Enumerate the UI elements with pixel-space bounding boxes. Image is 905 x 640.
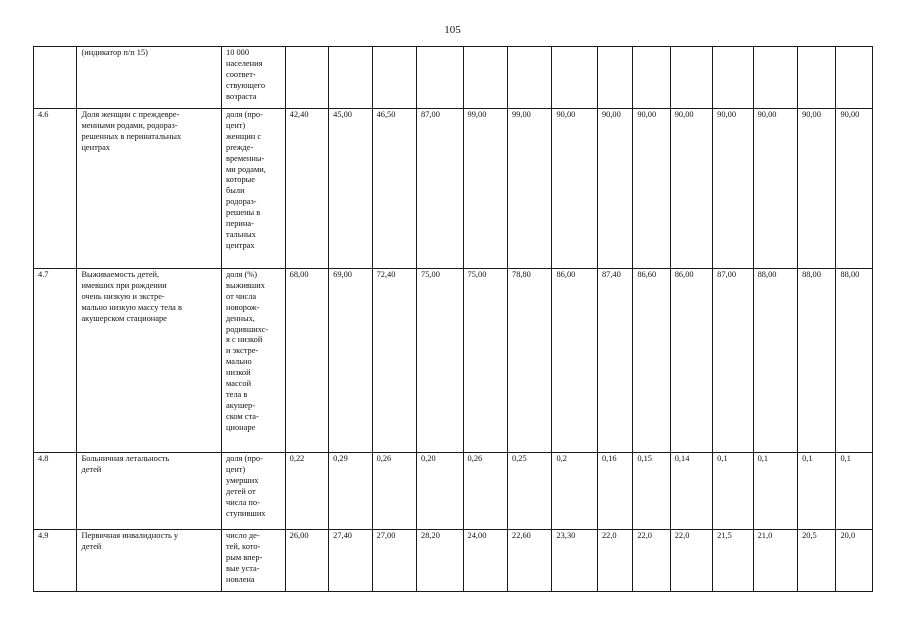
value-cell: 21,0 <box>753 530 797 592</box>
value-cell: 0,29 <box>329 453 372 530</box>
indicator-name: (индикатор п/п 15) <box>77 47 222 109</box>
value-cell <box>463 47 507 109</box>
value-cell <box>597 47 632 109</box>
value-cell: 90,00 <box>552 109 597 269</box>
value-cell <box>798 47 836 109</box>
value-cell <box>329 47 372 109</box>
row-index: 4.9 <box>34 530 77 592</box>
table-row <box>34 530 873 592</box>
value-cell: 0,16 <box>597 453 632 530</box>
value-cell <box>372 47 416 109</box>
value-cell <box>713 47 753 109</box>
value-cell: 88,00 <box>753 269 797 453</box>
value-cell: 20,5 <box>798 530 836 592</box>
indicator-table <box>33 46 873 592</box>
value-cell: 69,00 <box>329 269 372 453</box>
unit-of-measure: доля (%) выживших от числа новорож- денных, родившихс- я с низкой и экстре- мально низкой массой тела в акушер- ском ста- ционаре <box>222 269 286 453</box>
value-cell: 90,00 <box>633 109 670 269</box>
value-cell: 22,60 <box>508 530 552 592</box>
value-cell: 99,00 <box>508 109 552 269</box>
value-cell: 87,00 <box>713 269 753 453</box>
value-cell: 24,00 <box>463 530 507 592</box>
unit-of-measure: 10 000 населения соответ- ствующего возраста <box>222 47 286 109</box>
value-cell <box>285 47 328 109</box>
value-cell: 0,20 <box>417 453 463 530</box>
value-cell: 68,00 <box>285 269 328 453</box>
value-cell: 87,40 <box>597 269 632 453</box>
value-cell <box>417 47 463 109</box>
value-cell: 26,00 <box>285 530 328 592</box>
row-index: 4.6 <box>34 109 77 269</box>
row-index: 4.8 <box>34 453 77 530</box>
value-cell: 75,00 <box>417 269 463 453</box>
unit-of-measure: доля (про- цент) женщин с preжде- временны- ми родами, которые были родораз- решены в перина- тальных центрах <box>222 109 286 269</box>
value-cell <box>836 47 873 109</box>
value-cell: 90,00 <box>597 109 632 269</box>
value-cell: 0,1 <box>753 453 797 530</box>
value-cell: 0,25 <box>508 453 552 530</box>
value-cell: 86,60 <box>633 269 670 453</box>
value-cell: 0,26 <box>463 453 507 530</box>
table-row <box>34 453 873 530</box>
value-cell: 86,00 <box>552 269 597 453</box>
value-cell: 90,00 <box>670 109 712 269</box>
value-cell: 23,30 <box>552 530 597 592</box>
value-cell: 88,00 <box>798 269 836 453</box>
value-cell: 99,00 <box>463 109 507 269</box>
value-cell: 20,0 <box>836 530 873 592</box>
value-cell: 88,00 <box>836 269 873 453</box>
value-cell: 42,40 <box>285 109 328 269</box>
value-cell: 28,20 <box>417 530 463 592</box>
value-cell: 22,0 <box>633 530 670 592</box>
value-cell: 90,00 <box>836 109 873 269</box>
row-index <box>34 47 77 109</box>
value-cell <box>552 47 597 109</box>
value-cell: 90,00 <box>713 109 753 269</box>
table-row <box>34 109 873 269</box>
value-cell: 27,40 <box>329 530 372 592</box>
page-number: 105 <box>444 24 461 36</box>
value-cell: 86,00 <box>670 269 712 453</box>
value-cell: 21,5 <box>713 530 753 592</box>
value-cell: 22,0 <box>597 530 632 592</box>
value-cell: 78,80 <box>508 269 552 453</box>
value-cell: 0,22 <box>285 453 328 530</box>
indicator-name: Первичная инвалидность у детей <box>77 530 222 592</box>
unit-of-measure: число де- тей, кото- рым впер- вые уста- новлена <box>222 530 286 592</box>
value-cell: 90,00 <box>798 109 836 269</box>
value-cell: 27,00 <box>372 530 416 592</box>
value-cell: 72,40 <box>372 269 416 453</box>
unit-of-measure: доля (про- цент) умерших детей от числа по- ступивших <box>222 453 286 530</box>
value-cell: 0,15 <box>633 453 670 530</box>
indicator-name: Больничная летальность детей <box>77 453 222 530</box>
table-row <box>34 269 873 453</box>
indicator-name: Доля женщин с преждевре- менными родами, родораз- решенных в перинатальных центрах <box>77 109 222 269</box>
value-cell: 0,1 <box>713 453 753 530</box>
value-cell: 75,00 <box>463 269 507 453</box>
value-cell <box>508 47 552 109</box>
value-cell: 46,50 <box>372 109 416 269</box>
table-row <box>34 47 873 109</box>
value-cell <box>670 47 712 109</box>
value-cell: 22,0 <box>670 530 712 592</box>
indicator-name: Выживаемость детей, имевших при рождении очень низкую и экстре- мально низкую массу тела в акушерском стационаре <box>77 269 222 453</box>
value-cell: 0,14 <box>670 453 712 530</box>
value-cell <box>633 47 670 109</box>
row-index: 4.7 <box>34 269 77 453</box>
value-cell: 0,1 <box>836 453 873 530</box>
value-cell: 45,00 <box>329 109 372 269</box>
value-cell: 90,00 <box>753 109 797 269</box>
value-cell: 0,26 <box>372 453 416 530</box>
value-cell <box>753 47 797 109</box>
value-cell: 0,1 <box>798 453 836 530</box>
value-cell: 87,00 <box>417 109 463 269</box>
value-cell: 0,2 <box>552 453 597 530</box>
